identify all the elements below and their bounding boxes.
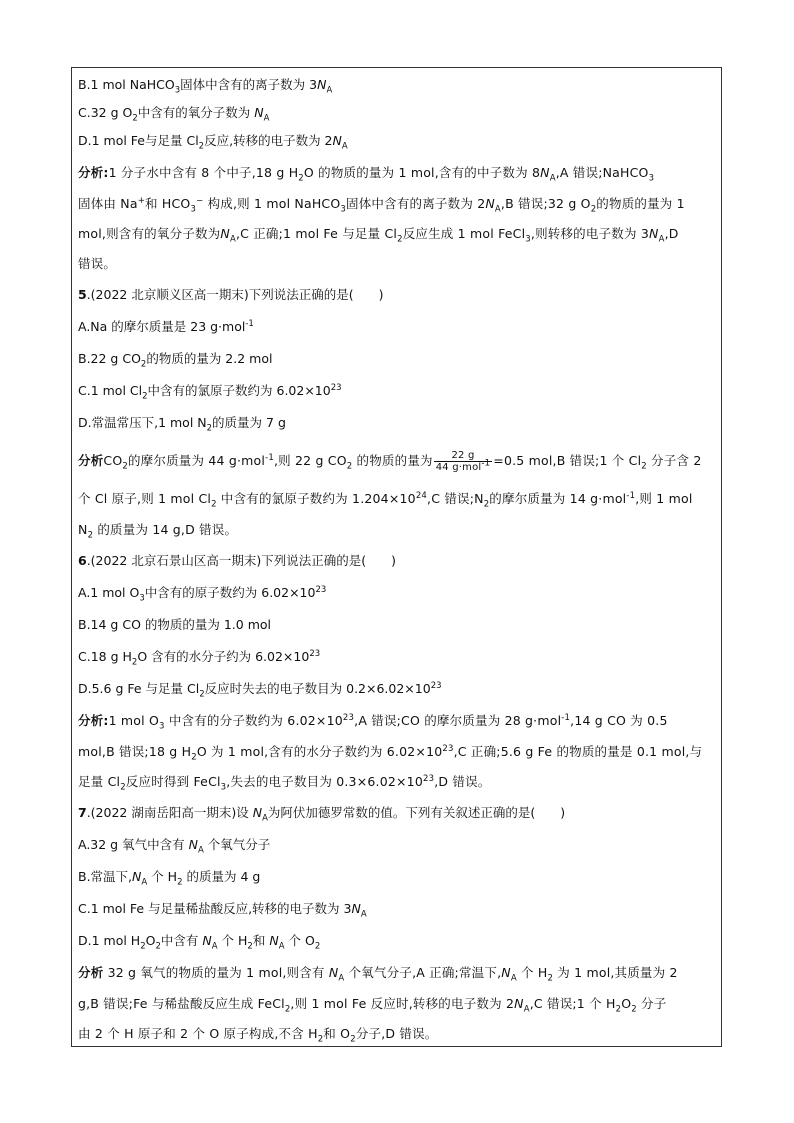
analysis-q4-line4: 错误。	[78, 256, 117, 271]
option-a-q7: A.32 g 氧气中含有 $N_A$ 个氧气分子	[78, 837, 271, 856]
analysis-q6-line1: 分析:1 mol $O_3$ 中含有的分子数约为 $6.02\times 10^{23},A$ 错误;CO 的摩尔质量为 28 g·mol$^{-1}$,14 g CO 为 0.5	[78, 712, 668, 732]
question-5-stem: 5.(2022 北京顺义区高一期末)下列说法正确的是( )	[78, 287, 384, 302]
analysis-q4-line3: mol,则含有的氧分子数为$N_A,C$ 正确;1 mol Fe 与足量 $Cl_2$反应生成 1 mol FeCl$_3$,则转移的电子数为 $3N_A,D$	[78, 226, 679, 245]
option-b-q5: B.22 g $CO_2$的物质的量为 2.2 mol	[78, 351, 273, 370]
question-6-stem: 6.(2022 北京石景山区高一期末)下列说法正确的是( )	[78, 553, 396, 568]
option-c-q6: C.18 g $H_2O$ 含有的水分子约为 $6.02\times 10^{23}$	[78, 648, 321, 668]
option-b-q4: B.1 mol NaHCO$_3$固体中含有的离子数为 $3N_A$	[78, 77, 333, 96]
option-a-q6: A.1 mol $O_3$中含有的原子数约为 $6.02\times 10^{23}$	[78, 584, 327, 604]
option-c-q7: C.1 mol Fe 与足量稀盐酸反应,转移的电子数为 $3N_A$	[78, 901, 367, 920]
analysis-q6-line2: mol,B 错误;18 g $H_2O$ 为 1 mol,含有的水分子数约为 $6.02\times 10^{23},C$ 正确;5.6 g Fe 的物质的量是 0.1 mol,与	[78, 743, 703, 763]
analysis-q7-line3: 由 2 个 H 原子和 2 个 O 原子构成,不含 $H_2$和 $O_2$分子,D 错误。	[78, 1026, 438, 1045]
option-b-q7: B.常温下$,N_A$ 个 $H_2$ 的质量为 4 g	[78, 869, 261, 888]
analysis-q5-line2: 个 Cl 原子,则 1 mol $Cl_2$ 中含有的氯原子数约为 $1.204\times 10^{24},C$ 错误$;N_2$的摩尔质量为 14 g·mol$^{-1}$,则 1 mol	[78, 490, 693, 510]
analysis-q4-line2: 固体由 Na+和 $HCO_3^-$ 构成,则 1 mol NaHCO$_3$固体中含有的离子数为 $2N_A,B$ 错误;32 g $O_2$的物质的量为 1	[78, 195, 685, 215]
option-d-q6: D.5.6 g Fe 与足量 $Cl_2$反应时失去的电子数目为 $0.2\times 6.02\times 10^{23}$	[78, 680, 442, 700]
analysis-q7-line1: 分析 32 g 氧气的物质的量为 1 mol,则含有 $N_A$ 个氧气分子,A 正确;常温下$,N_A$ 个 $H_2$ 为 1 mol,其质量为 2	[78, 965, 678, 984]
option-d-q5: D.常温常压下,1 mol $N_2$的质量为 7 g	[78, 415, 286, 434]
option-b-q6: B.14 g CO 的物质的量为 1.0 mol	[78, 617, 271, 632]
question-7-stem: 7.(2022 湖南岳阳高一期末)设 $N_A$为阿伏加德罗常数的值。下列有关叙述正确的是( )	[78, 805, 566, 824]
option-c-q5: C.1 mol $Cl_2$中含有的氯原子数约为 $6.02\times 10^{23}$	[78, 382, 342, 402]
analysis-q7-line2: g,B 错误;Fe 与稀盐酸反应生成 FeCl$_2$,则 1 mol Fe 反应时,转移的电子数为 $2N_A,C$ 错误;1 个 $H_2O_2$ 分子	[78, 996, 667, 1015]
analysis-q5-line1: 分析$CO_2$的摩尔质量为 44 g·mol$^{-1}$,则 22 g $CO_2$ 的物质的量为 $\frac{22 g}{44 g\cdot mol^{-1}}$ =0.5 mol,B 错误;1 个 $Cl_2$ 分子含 2	[78, 450, 702, 473]
option-d-q4: D.1 mol Fe与足量 $Cl_2$反应,转移的电子数为 $2N_A$	[78, 133, 348, 152]
option-c-q4: C.32 g $O_2$中含有的氧分子数为 $N_A$	[78, 105, 270, 124]
option-a-q5: A.Na 的摩尔质量是 23 g·mol$^{-1}$	[78, 318, 254, 334]
analysis-q4-line1: 分析:1 分子水中含有 8 个中子,18 g $H_2O$ 的物质的量为 1 mol,含有的中子数为 $8N_A,A$ 错误;NaHCO$_3$	[78, 165, 655, 184]
analysis-q5-line3: $N_2$ 的质量为 14 g,D 错误。	[78, 522, 238, 541]
analysis-q6-line3: 足量 $Cl_2$反应时得到 FeCl$_3$,失去的电子数目为 $0.3\times 6.02\times 10^{23},D$ 错误。	[78, 773, 491, 793]
option-d-q7: D.1 mol $H_2O_2$中含有 $N_A$ 个 $H_2$和 $N_A$ 个 $O_2$	[78, 933, 321, 952]
